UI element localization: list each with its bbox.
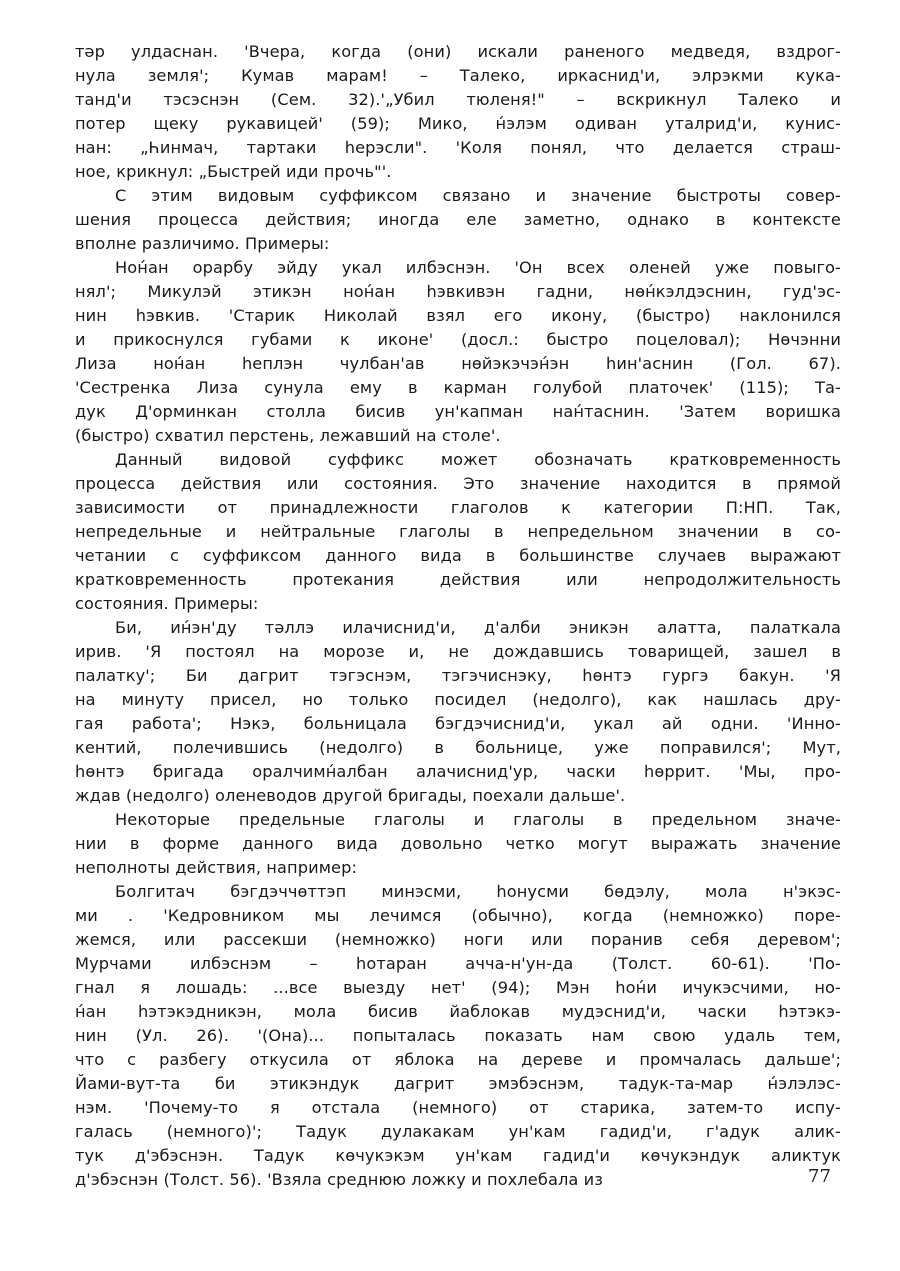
text-line: нула земля'; Кумав марам! – Талеко, иркаснид'и, элрэкми кука- — [75, 66, 841, 85]
paragraph — [75, 808, 841, 880]
text-line: дук Д'орминкан столла бисив ун'капман нан́таснин. 'Затем воришка — [75, 402, 841, 421]
text-line: ждав (недолго) оленеводов другой бригады, поехали дальше'. — [75, 786, 626, 805]
text-line: танд'и тэсэснэн (Сем. 32).'„Убил тюленя!" – вскрикнул Талеко и — [75, 90, 841, 109]
text-line: на минуту присел, но только посидел (недолго), как нашлась дру- — [75, 690, 841, 709]
paragraph — [75, 448, 841, 616]
text-line: д'эбэснэн (Толст. 56). 'Взяла среднюю ложку и похлебала из — [75, 1170, 604, 1189]
page-number: 77 — [808, 1166, 831, 1187]
text-line: потер щеку рукавицей' (59); Мико, н́элэм одиван уталрид'и, кунис- — [75, 114, 841, 133]
paragraph — [75, 256, 841, 448]
text-line: ирив. 'Я постоял на морозе и, не дождавшись товарищей, зашел в — [75, 642, 841, 661]
body-text — [75, 40, 841, 1192]
text-line: нял'; Микулэй этикэн нон́ан һэвкивэн гадни, нөн́кэлдэснин, гуд'эс- — [75, 282, 841, 301]
paragraph — [75, 184, 841, 256]
paragraph — [75, 616, 841, 808]
text-line: процесса действия или состояния. Это значение находится в прямой — [75, 474, 841, 493]
text-line: Нон́ан орарбу эйду укал илбэснэн. 'Он всех оленей уже повыго- — [115, 258, 841, 277]
text-line: нии в форме данного вида довольно четко могут выражать значение — [75, 834, 841, 853]
text-line: неполноты действия, например: — [75, 858, 357, 877]
text-line: четании с суффиксом данного вида в большинстве случаев выражают — [75, 546, 841, 565]
text-line: и прикоснулся губами к иконе' (досл.: быстро поцеловал); Нөчэнни — [75, 330, 841, 349]
text-line: что с разбегу откусила от яблока на дереве и промчалась дальше'; — [75, 1050, 841, 1069]
text-line: зависимости от принадлежности глаголов к категории П:НП. Так, — [75, 498, 841, 517]
text-line: Би, ин́эн'ду тәллэ илачиснид'и, д'алби эникэн алатта, палаткала — [115, 618, 841, 637]
text-line: һөнтэ бригада оралчимн́албан алачиснид'ур, часки һөррит. 'Мы, про- — [75, 762, 841, 781]
text-line: состояния. Примеры: — [75, 594, 259, 613]
text-line: тәр улдаснан. 'Вчера, когда (они) искали раненого медведя, вздрог- — [75, 42, 841, 61]
text-line: Некоторые предельные глаголы и глаголы в предельном значе- — [115, 810, 841, 829]
paragraph — [75, 40, 841, 184]
text-line: вполне различимо. Примеры: — [75, 234, 330, 253]
text-line: гая работа'; Нэкэ, больницала бэгдэчиснид'и, укал ай одни. 'Инно- — [75, 714, 841, 733]
text-line: кратковременность протекания действия или непродолжительность — [75, 570, 841, 589]
text-line: гнал я лошадь: ...все выезду нет' (94); Мэн һон́и ичукэсчими, но- — [75, 978, 841, 997]
text-line: Лиза нон́ан һеплэн чулбан'ав нөйэкэчэн́эн һин'аснин (Гол. 67). — [75, 354, 841, 373]
text-line: Болгитач бэгдэччөттэп минэсми, һонусми бөдэлу, мола н'экэс- — [115, 882, 841, 901]
text-line: нэм. 'Почему-то я отстала (немного) от старика, затем-то испу- — [75, 1098, 841, 1117]
text-line: кентий, полечившись (недолго) в больнице, уже поправился'; Мут, — [75, 738, 841, 757]
text-line: Данный видовой суффикс может обозначать кратковременность — [115, 450, 841, 469]
text-line: палатку'; Би дагрит тэгэснэм, тэгэчиснэку, һөнтэ гургэ бакун. 'Я — [75, 666, 841, 685]
text-line: нин (Ул. 26). '(Она)... попыталась показать нам свою удаль тем, — [75, 1026, 841, 1045]
text-line: галась (немного)'; Тадук дулакакам ун'кам гадид'и, г'адук алик- — [75, 1122, 841, 1141]
text-line: ное, крикнул: „Быстрей иди прочь"'. — [75, 162, 392, 181]
text-line: нин һэвкив. 'Старик Николай взял его икону, (быстро) наклонился — [75, 306, 841, 325]
text-line: жемся, или рассекши (немножко) ноги или поранив себя деревом'; — [75, 930, 841, 949]
paragraph — [75, 880, 841, 1192]
text-line: ми . 'Кедровником мы лечимся (обычно), когда (немножко) поре- — [75, 906, 841, 925]
text-line: нан: „Һинмач, тартаки һерэсли". 'Коля понял, что делается страш- — [75, 138, 841, 157]
text-line: н́ан һэтэкэдникэн, мола бисив йаблокав мудэснид'и, часки һэтэкэ- — [75, 1002, 841, 1021]
text-line: тук д'эбэснэн. Тадук көчукэкэм ун'кам гадид'и көчукэндук аликтук — [75, 1146, 841, 1165]
text-line: С этим видовым суффиксом связано и значение быстроты совер- — [115, 186, 841, 205]
text-line: 'Сестренка Лиза сунула ему в карман голубой платочек' (115); Та- — [75, 378, 841, 397]
text-line: шения процесса действия; иногда еле заметно, однако в контексте — [75, 210, 841, 229]
text-line: непредельные и нейтральные глаголы в непредельном значении в со- — [75, 522, 841, 541]
text-line: Йами-вут-та би этикэндук дагрит эмэбэснэм, тадук-та-мар н́элэлэс- — [75, 1074, 841, 1093]
text-line: Мурчами илбэснэм – һотаран ачча-н'ун-да (Толст. 60-61). 'По- — [75, 954, 841, 973]
text-line: (быстро) схватил перстень, лежавший на столе'. — [75, 426, 501, 445]
